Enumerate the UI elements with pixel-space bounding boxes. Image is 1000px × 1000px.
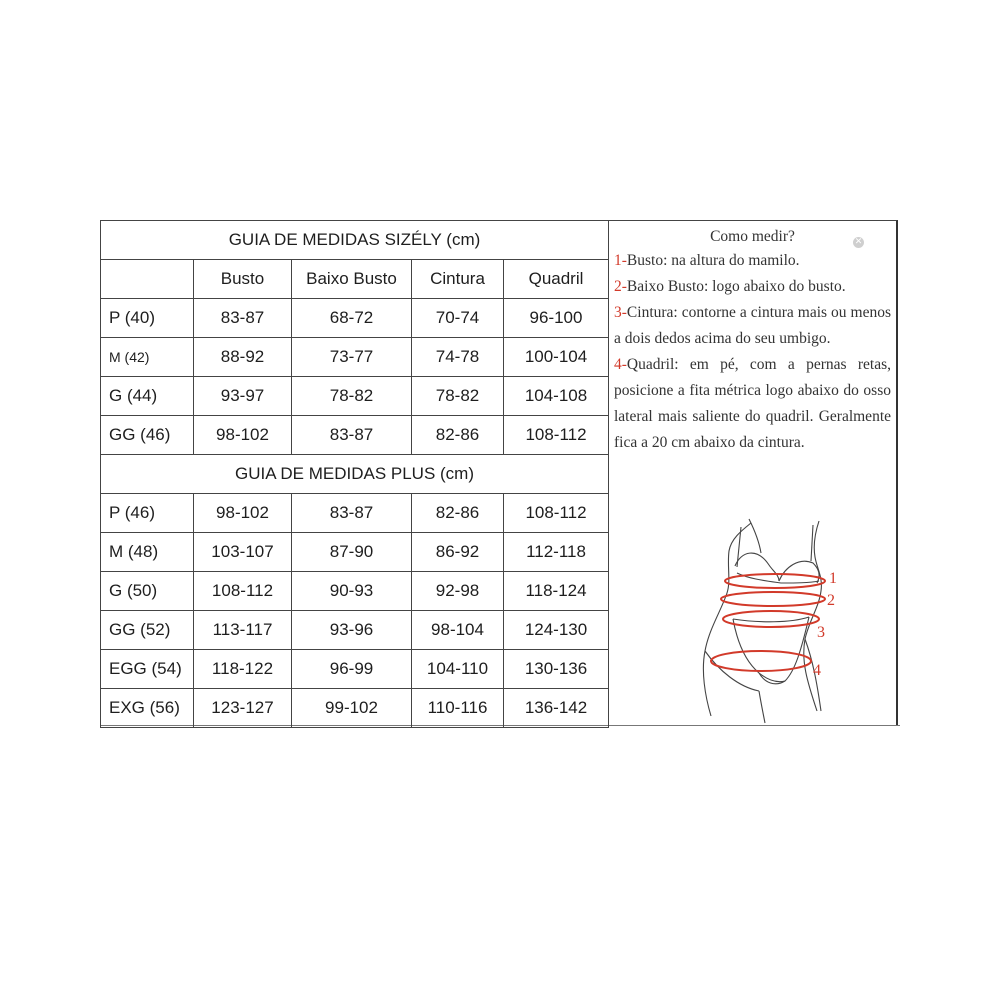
- figure-label-2: 2: [827, 592, 835, 609]
- measure-cell: 113-117: [194, 611, 292, 650]
- measure-cell: 93-97: [194, 377, 292, 416]
- measure-cell: 68-72: [292, 299, 412, 338]
- measure-cell: 82-86: [412, 416, 504, 455]
- column-header: Cintura: [412, 260, 504, 299]
- measure-cell: 74-78: [412, 338, 504, 377]
- step-text: Busto: na altura do mamilo.: [626, 252, 800, 269]
- table-row: [101, 611, 609, 650]
- step-text: Cintura: contorne a cintura mais ou menos a dois dedos acima do seu umbigo.: [614, 304, 891, 347]
- step-text: Baixo Busto: logo abaixo do busto.: [626, 278, 846, 295]
- body-illustration: [609, 511, 899, 726]
- measure-cell: 118-122: [194, 650, 292, 689]
- measure-cell: 98-102: [194, 416, 292, 455]
- measure-cell: 73-77: [292, 338, 412, 377]
- measure-cell: 100-104: [504, 338, 609, 377]
- regular-table-title: GUIA DE MEDIDAS SIZÉLY (cm): [101, 221, 609, 260]
- step-number: 3-: [614, 304, 627, 321]
- step-number: 2-: [614, 278, 627, 295]
- figure-label-4: 4: [813, 662, 821, 679]
- size-cell: GG (46): [101, 416, 194, 455]
- header-blank-cell: [101, 260, 194, 299]
- table-row: [101, 689, 609, 728]
- guide-steps: [609, 248, 896, 456]
- measure-cell: 90-93: [292, 572, 412, 611]
- size-cell: G (50): [101, 572, 194, 611]
- table-row: [101, 416, 609, 455]
- measure-cell: 96-100: [504, 299, 609, 338]
- step-text: Quadril: em pé, com a pernas retas, posicione a fita métrica logo abaixo do osso lateral mais saliente do quadril. Geralmente fica a 20 cm abaixo da cintura.: [614, 356, 891, 451]
- table-row: [101, 650, 609, 689]
- measure-cell: 87-90: [292, 533, 412, 572]
- column-header: Busto: [194, 260, 292, 299]
- measure-cell: 99-102: [292, 689, 412, 728]
- column-header: Baixo Busto: [292, 260, 412, 299]
- size-cell: M (42): [101, 338, 194, 377]
- measure-cell: 130-136: [504, 650, 609, 689]
- figure-label-3: 3: [817, 624, 825, 641]
- measure-cell: 124-130: [504, 611, 609, 650]
- measure-cell: 83-87: [194, 299, 292, 338]
- measure-cell: 70-74: [412, 299, 504, 338]
- guide-step: [614, 300, 891, 352]
- step-number: 1-: [614, 252, 627, 269]
- figure-label-1: 1: [829, 570, 837, 587]
- measure-cell: 98-102: [194, 494, 292, 533]
- measure-cell: 96-99: [292, 650, 412, 689]
- table-row: [101, 299, 609, 338]
- table-title-row: [101, 455, 609, 494]
- guide-step: [614, 274, 891, 300]
- measure-cell: 104-108: [504, 377, 609, 416]
- close-icon[interactable]: ✕: [854, 237, 863, 247]
- table-row: [101, 572, 609, 611]
- measure-cell: 123-127: [194, 689, 292, 728]
- table-row: [101, 338, 609, 377]
- column-header: Quadril: [504, 260, 609, 299]
- table-row: [101, 494, 609, 533]
- measure-cell: 78-82: [412, 377, 504, 416]
- measure-cell: 82-86: [412, 494, 504, 533]
- measure-cell: 83-87: [292, 416, 412, 455]
- step-number: 4-: [614, 356, 627, 373]
- measure-cell: 103-107: [194, 533, 292, 572]
- measure-cell: 93-96: [292, 611, 412, 650]
- size-cell: EXG (56): [101, 689, 194, 728]
- measure-cell: 108-112: [194, 572, 292, 611]
- measure-cell: 86-92: [412, 533, 504, 572]
- table-row: [101, 377, 609, 416]
- size-guide: [100, 220, 900, 726]
- plus-table-title: GUIA DE MEDIDAS PLUS (cm): [101, 455, 609, 494]
- size-table: [100, 220, 609, 728]
- size-cell: EGG (54): [101, 650, 194, 689]
- measure-cell: 118-124: [504, 572, 609, 611]
- measure-cell: 112-118: [504, 533, 609, 572]
- measure-cell: 108-112: [504, 494, 609, 533]
- measure-cell: 83-87: [292, 494, 412, 533]
- size-cell: GG (52): [101, 611, 194, 650]
- size-cell: M (48): [101, 533, 194, 572]
- measure-cell: 136-142: [504, 689, 609, 728]
- guide-step: [614, 248, 891, 274]
- measure-cell: 92-98: [412, 572, 504, 611]
- guide-step: [614, 352, 891, 456]
- measure-cell: 108-112: [504, 416, 609, 455]
- measure-cell: 110-116: [412, 689, 504, 728]
- table-title-row: [101, 221, 609, 260]
- measure-cell: 88-92: [194, 338, 292, 377]
- guide-heading: Como medir?: [710, 228, 795, 245]
- measure-cell: 78-82: [292, 377, 412, 416]
- measure-cell: 98-104: [412, 611, 504, 650]
- size-cell: P (46): [101, 494, 194, 533]
- table-row: [101, 533, 609, 572]
- measure-cell: 104-110: [412, 650, 504, 689]
- size-cell: P (40): [101, 299, 194, 338]
- size-cell: G (44): [101, 377, 194, 416]
- column-header-row: [101, 260, 609, 299]
- measure-guide-panel: [608, 220, 898, 725]
